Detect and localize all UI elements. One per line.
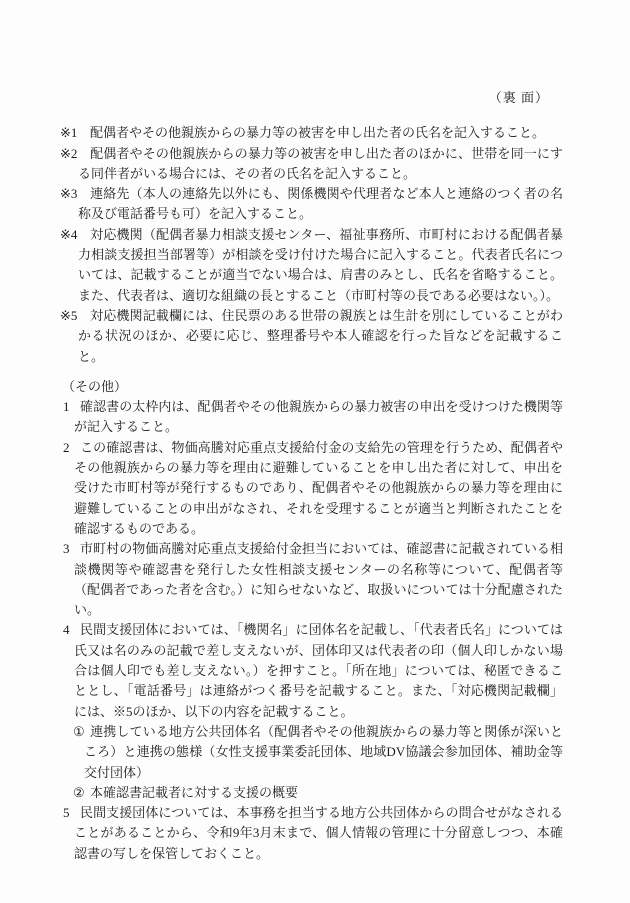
subitem-text: 連携している地方公共団体名（配偶者やその他親族からの暴力等と関係が深いところ）と連携の態様（女性支援事業委託団体、地域DV協議会参加団体、補助金等交付団体） bbox=[84, 723, 563, 780]
note-item bbox=[60, 184, 563, 225]
item-text: この確認書は、物価高騰対応重点支援給付金の支給先の管理を行うため、配偶者やその他親族からの暴力等を理由に避難していることを申し出た者に対して、申出を受けた市町村等が発行するものであり、配偶者やその他親族からの暴力等を理由に避難していることの申出がなされ、それを受理することが適当と判断されたことを確認するものである。 bbox=[74, 439, 563, 536]
item-text: 民間支援団体については、本事務を担当する地方公共団体からの問合せがなされることがあることから、令和9年3月末まで、個人情報の管理に十分留意しつつ、本確認書の写しを保管しておくこと。 bbox=[74, 805, 563, 861]
other-item bbox=[63, 539, 563, 620]
item-text: 民間支援団体においては、「機関名」に団体名を記載し、「代表者氏名」については氏又は名のみの記載で差し支えないが、団体印又は代表者の印（個人印しかない場合は個人印でも差し支えない。）を押すこと。「所在地」については、秘匿できることとし、「電話番号」は連絡がつく番号を記載すること。また、「対応機関記載欄」には、※5のほか、以下の内容を記載すること。 bbox=[74, 622, 563, 719]
item-marker: 4 bbox=[63, 622, 70, 638]
other-item bbox=[63, 803, 563, 864]
note-text: 対応機関（配偶者暴力相談支援センター、福祉事務所、市町村における配偶者暴力相談支援担当部署等）が相談を受け付けた場合に記入すること。代表者氏名については、記載することが適当でない場合は、肩書のみとし、氏名を省略すること。また、代表者は、適切な組織の長とすること（市町村等の長である必要はない。）。 bbox=[78, 226, 563, 303]
item-marker: 2 bbox=[63, 439, 70, 455]
item-marker: 1 bbox=[63, 399, 70, 415]
note-item bbox=[60, 144, 563, 185]
subitem-text: 本確認書記載者に対する支援の概要 bbox=[90, 784, 299, 800]
item-text: 市町村の物価高騰対応重点支援給付金担当においては、確認書に記載されている相談機関等や確認書を発行した女性相談支援センターの名称等について、配偶者等（配偶者であった者を含む。）に知らせないなど、取扱いについては十分配慮されたい。 bbox=[74, 541, 563, 618]
note-marker: ※2 bbox=[60, 145, 78, 161]
note-item bbox=[60, 225, 563, 306]
other-item bbox=[63, 438, 563, 539]
item-text: 確認書の太枠内は、配偶者やその他親族からの暴力被害の申出を受けつけた機関等が記入すること。 bbox=[74, 399, 563, 435]
sub-item bbox=[73, 722, 563, 783]
subitem-marker: ② bbox=[73, 784, 85, 800]
item-marker: 5 bbox=[63, 805, 70, 821]
note-text: 配偶者やその他親族からの暴力等の被害を申し出た者のほかに、世帯を同一にする同伴者がいる場合には、その者の氏名を記入すること。 bbox=[78, 145, 563, 181]
subitem-marker: ① bbox=[73, 723, 85, 739]
other-section bbox=[60, 377, 563, 864]
item-marker: 3 bbox=[63, 541, 70, 557]
note-marker: ※1 bbox=[60, 125, 78, 141]
sub-item bbox=[73, 783, 563, 803]
note-marker: ※5 bbox=[60, 307, 78, 323]
note-marker: ※3 bbox=[60, 186, 78, 202]
page-side-label: （裏 面） bbox=[488, 90, 549, 105]
note-marker: ※4 bbox=[60, 226, 78, 242]
notes-section bbox=[60, 123, 563, 367]
note-text: 対応機関記載欄には、住民票のある世帯の親族とは生計を別にしていることがわかる状況のほか、必要に応じ、整理番号や本人確認を行った旨などを記載すること。 bbox=[78, 307, 563, 364]
other-item bbox=[63, 620, 563, 721]
note-item bbox=[60, 123, 563, 143]
other-section-heading: （その他） bbox=[62, 378, 128, 394]
note-item bbox=[60, 306, 563, 367]
note-text: 配偶者やその他親族からの暴力等の被害を申し出た者の氏名を記入すること。 bbox=[90, 125, 546, 141]
other-item bbox=[63, 397, 563, 438]
note-text: 連絡先（本人の連絡先以外にも、関係機関や代理者など本人と連絡のつく者の名称及び電話番号も可）を記入すること。 bbox=[78, 186, 563, 222]
